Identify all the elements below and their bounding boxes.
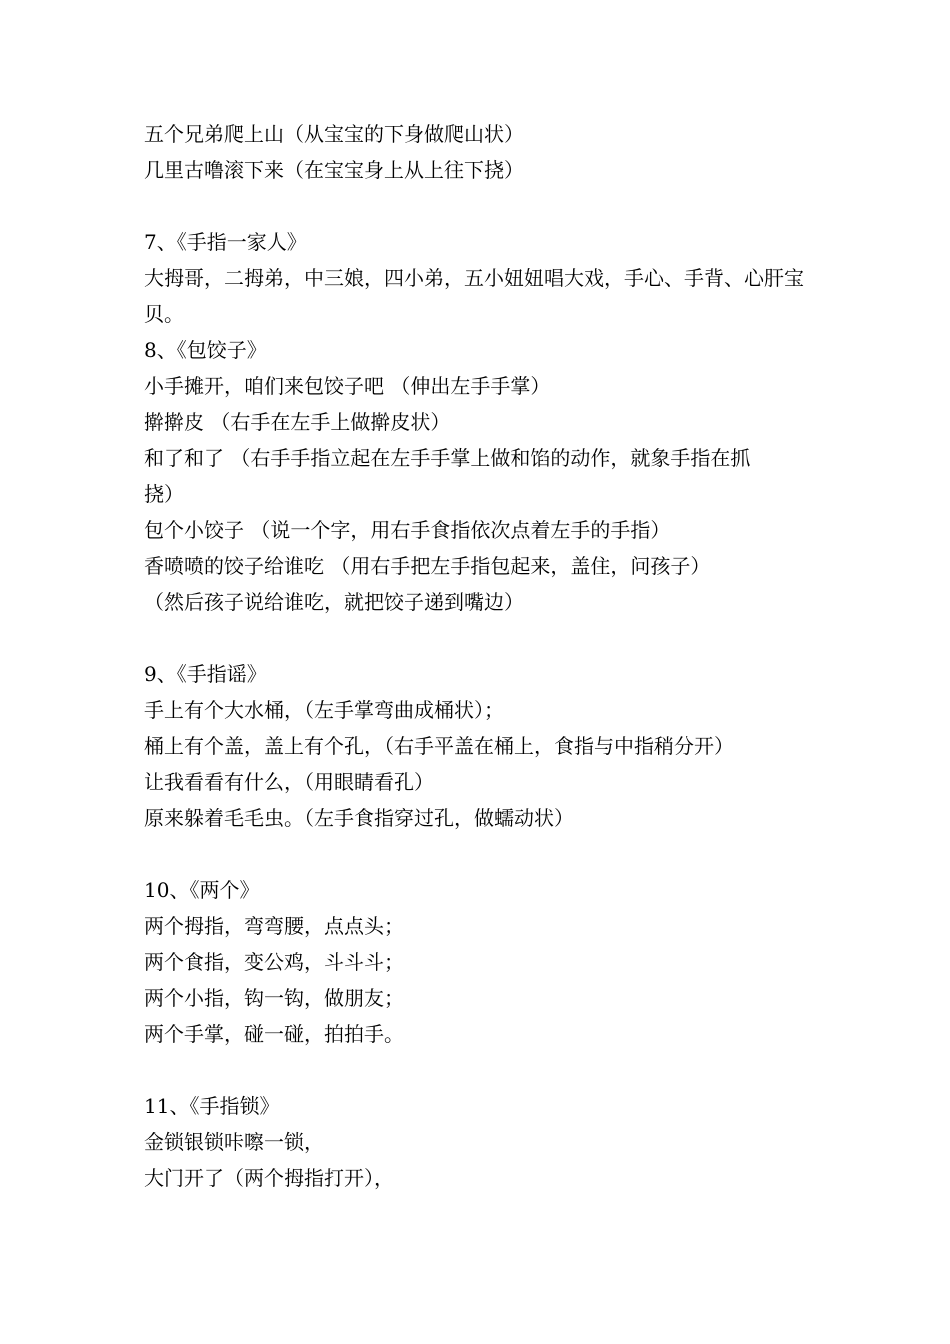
section-heading: 8、《包饺子》 [144,338,267,362]
text-line: 挠） [144,482,184,506]
text-line: 包个小饺子 （说一个字，用右手食指依次点着左手的手指） [144,518,671,542]
blank-line [144,836,824,872]
text-line: 大拇哥，二拇弟，中三娘，四小弟，五小妞妞唱大戏，手心、手背、心肝宝 [144,266,804,290]
text-line: 手上有个大水桶，（左手掌弯曲成桶状）； [144,698,504,722]
blank-line [144,188,824,224]
document-page [144,116,824,1196]
text-line: 和了和了 （右手手指立起在左手手掌上做和馅的动作，就象手指在抓 [144,446,751,470]
text-line: 金锁银锁咔嚓一锁， [144,1130,324,1154]
text-line: 香喷喷的饺子给谁吃 （用右手把左手指包起来，盖住，问孩子） [144,554,711,578]
section-heading: 11、《手指锁》 [144,1094,280,1118]
text-line: 两个拇指，弯弯腰，点点头； [144,914,404,938]
text-line: 原来躲着毛毛虫。（左手食指穿过孔，做蠕动状） [144,806,574,830]
section-heading: 9、《手指谣》 [144,662,267,686]
text-line: 两个小指，钩一钩，做朋友； [144,986,404,1010]
text-line: 大门开了（两个拇指打开）， [144,1166,394,1190]
text-line: （然后孩子说给谁吃，就把饺子递到嘴边） [144,590,524,614]
text-line: 几里古噜滚下来（在宝宝身上从上往下挠） [144,158,524,182]
text-line: 擀擀皮 （右手在左手上做擀皮状） [144,410,451,434]
text-line: 五个兄弟爬上山（从宝宝的下身做爬山状） [144,122,524,146]
text-line: 贝。 [144,302,184,326]
section-heading: 7、《手指一家人》 [144,230,307,254]
text-line: 小手摊开，咱们来包饺子吧 （伸出左手手掌） [144,374,551,398]
text-line: 让我看看有什么，（用眼睛看孔） [144,770,434,794]
blank-line [144,1052,824,1088]
text-line: 两个手掌，碰一碰，拍拍手。 [144,1022,404,1046]
section-heading: 10、《两个》 [144,878,260,902]
text-line: 两个食指，变公鸡，斗斗斗； [144,950,404,974]
text-line: 桶上有个盖，盖上有个孔，（右手平盖在桶上，食指与中指稍分开） [144,734,734,758]
blank-line [144,620,824,656]
